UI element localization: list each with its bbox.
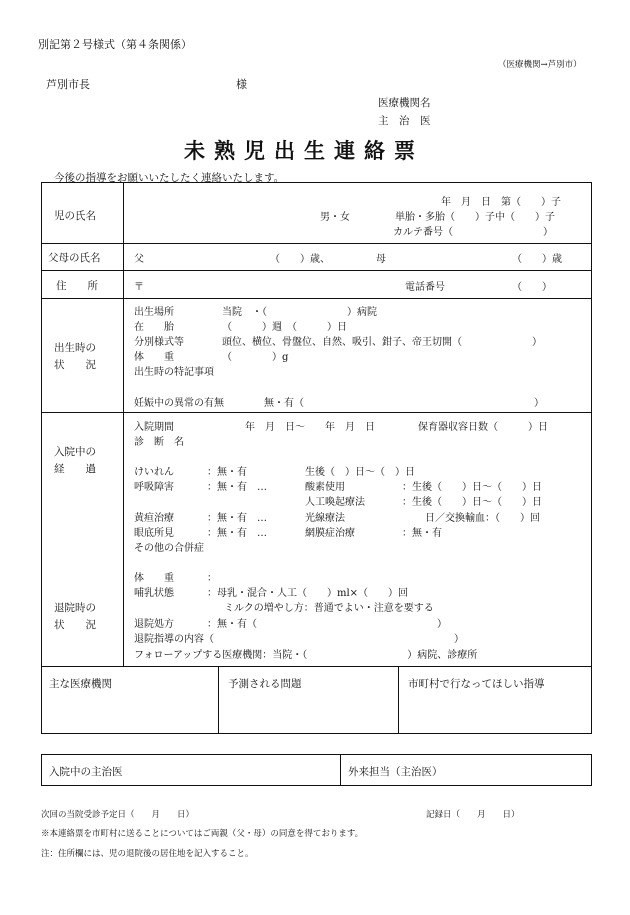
retinopathy-label: 網膜症治療 [305, 528, 355, 539]
chart-number-field: カルテ番号（ ） [393, 227, 553, 238]
hospital-course-label-2: 経 過 [54, 463, 96, 475]
discharge-weight-value: ： [207, 573, 217, 584]
birth-place-label: 出生場所 [134, 307, 174, 318]
physician-label: 主 治 医 [378, 115, 431, 127]
hospital-course-label-1: 入院中の [54, 446, 96, 458]
jaundice-value: ：無・有 … [207, 513, 267, 524]
birth-weight-value: （ ）g [222, 352, 289, 363]
page-title: 未熟児出生連絡票 [184, 138, 424, 163]
requested-guidance-label: 市町村で行なってほしい指導 [408, 678, 545, 690]
birth-order: 年 月 日 第（ ）子 [441, 197, 561, 208]
inpatient-physician-label: 入院中の主治医 [49, 766, 123, 778]
convulsion-days: 生後（ ）日～（ ）日 [305, 467, 415, 478]
followup-institution: フォローアップする医療機関：当院・（ ）病院、診療所 [134, 650, 478, 661]
artificial-ventilation-label: 人工喚起療法 [305, 497, 365, 508]
sex-field: 男・女 [320, 212, 350, 223]
admission-period-value: 年 月 日～ 年 月 日 [245, 422, 375, 433]
convulsion-label: けいれん [134, 467, 174, 478]
fundus-value: ：無・有 … [207, 528, 267, 539]
oxygen-label: 酸素使用 [305, 482, 345, 493]
complications-label: その他の合併症 [134, 543, 204, 554]
honorific: 様 [236, 78, 247, 91]
father-age: （ ）歳、 [270, 254, 330, 265]
discharge-label-1: 退院時の [54, 602, 96, 614]
address-note: 注：住所欄には、児の退院後の居住地を記入すること。 [41, 849, 254, 859]
phone-label: 電話番号 [405, 282, 445, 293]
mother-age: （ ）歳 [512, 254, 562, 265]
discharge-guidance: 退院指導の内容（ ） [134, 634, 464, 645]
discharge-rx-value: ：無・有（ ） [207, 619, 447, 630]
record-date: 記録日（ 月 日） [426, 810, 520, 820]
pregnancy-label: 妊娠中の異常の有無 [134, 398, 224, 409]
father-label: 父 [134, 254, 144, 265]
milk-increase-note: ミルクの増やし方：普通でよい・注意を要する [224, 603, 434, 614]
consent-note: ※本連絡票を市町村に送ることについてはご両親（父・母）の同意を得ております。 [41, 829, 364, 839]
discharge-weight-label: 体 重 [134, 573, 174, 584]
feeding-value: ：母乳・混合・人工（ ）ml×（ ）回 [207, 588, 409, 599]
multiple-birth-field: 単胎・多胎（ ）子中（ ）子 [395, 212, 555, 223]
jaundice-label: 黄疸治療 [134, 513, 174, 524]
birth-notes-label: 出生時の特記事項 [134, 367, 214, 378]
parents-label: 父母の氏名 [48, 252, 101, 264]
form-number: 別記第２号様式（第４条関係） [38, 38, 192, 51]
postal-mark: 〒 [134, 282, 144, 293]
birth-weight-label: 体 重 [134, 352, 174, 363]
discharge-rx-label: 退院処方 [134, 619, 174, 630]
physicians-table [41, 754, 592, 786]
child-name-label: 児の氏名 [54, 210, 96, 222]
outpatient-physician-label: 外来担当（主治医） [348, 766, 443, 778]
diagnosis-label: 診 断 名 [134, 437, 184, 448]
birth-status-label-1: 出生時の [54, 342, 96, 354]
expected-problems-label: 予測される問題 [228, 678, 302, 690]
respiratory-label: 呼吸障害 [134, 482, 174, 493]
feeding-label: 哺乳状態 [134, 588, 174, 599]
phone-field: （ ） [512, 282, 552, 293]
institution-label: 医療機関名 [378, 97, 431, 109]
phototherapy-value: 日／交換輸血：（ ）回 [425, 513, 540, 524]
intro-text: 今後の指導をお願いいたしたく連絡いたします。 [54, 172, 285, 184]
address-label: 住 所 [56, 280, 98, 292]
retinopathy-value: ：無・有 [402, 528, 442, 539]
delivery-value: 頭位、横位、骨盤位、自然、吸引、鉗子、帝王切開（ ） [222, 337, 542, 348]
next-visit-date: 次回の当院受診予定日（ 月 日） [41, 810, 195, 820]
discharge-label-2: 状 況 [54, 619, 96, 631]
respiratory-value: ：無・有 … [207, 482, 267, 493]
mother-label: 母 [376, 254, 386, 265]
birth-place-value: 当院 ・（ ）病院 [222, 307, 377, 318]
route-note: （医療機関→芦別市） [498, 60, 582, 70]
pregnancy-value: 無・有（ ） [264, 398, 544, 409]
delivery-label: 分別様式等 [134, 337, 184, 348]
fundus-label: 眼底所見 [134, 528, 174, 539]
main-institution-label: 主な医療機関 [49, 678, 112, 690]
addressee: 芦別市長 [46, 78, 90, 91]
admission-period-label: 入院期間 [134, 422, 174, 433]
convulsion-value: ：無・有 [207, 467, 247, 478]
gestation-label: 在 胎 [134, 322, 174, 333]
birth-status-label-2: 状 況 [54, 359, 96, 371]
label-divider [123, 182, 124, 666]
gestation-value: （ ）週 （ ）日 [222, 322, 347, 333]
artificial-ventilation-value: ：生後（ ）日～（ ）日 [402, 497, 542, 508]
phototherapy-label: 光線療法 [305, 513, 345, 524]
incubator-days: 保育器収容日数（ ）日 [418, 422, 548, 433]
oxygen-value: ：生後（ ）日～（ ）日 [402, 482, 542, 493]
